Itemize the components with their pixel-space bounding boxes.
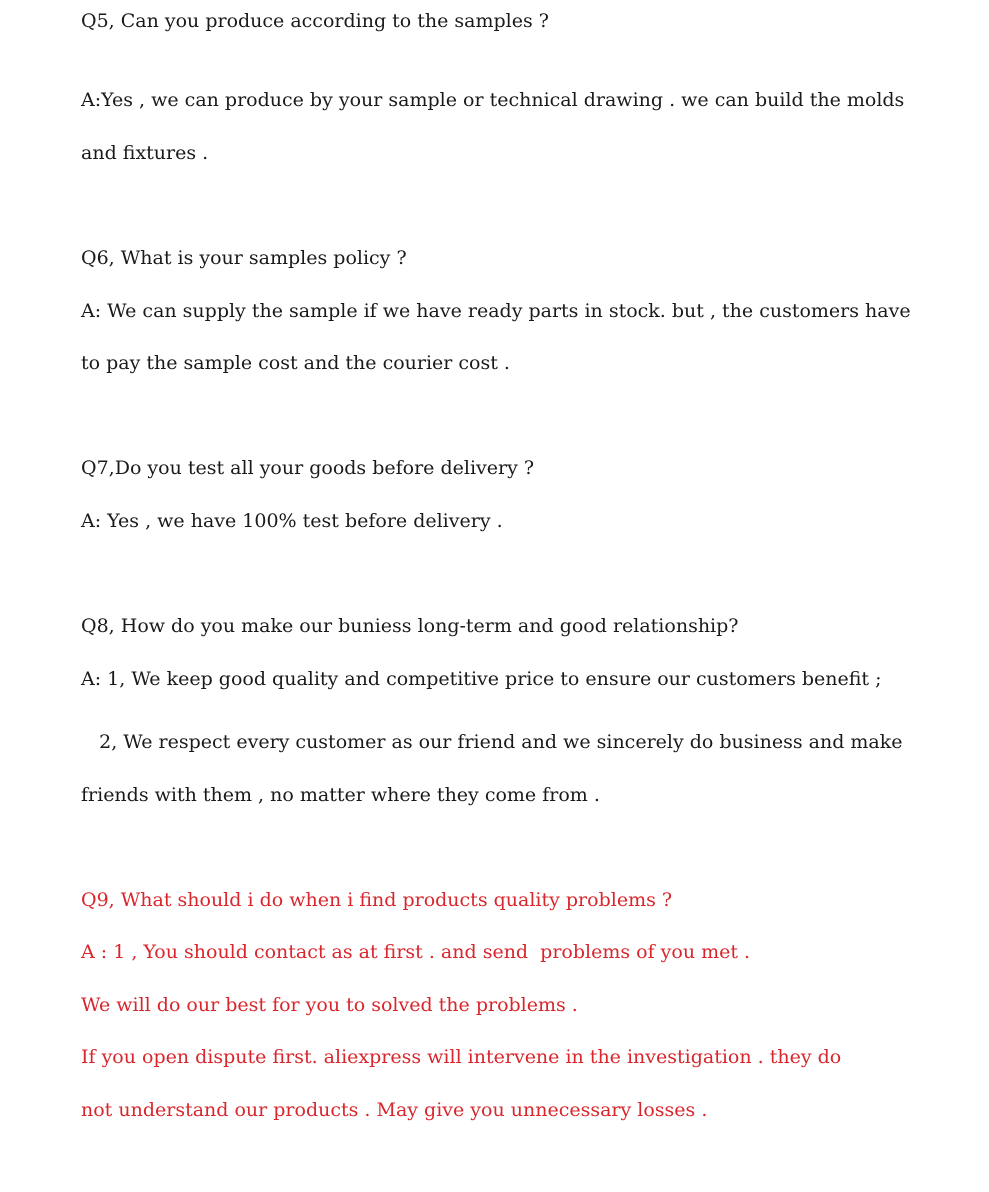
q9-question: Q9, What should i do when i find products quality problems ? [81,889,673,911]
q9-answer-line-2: We will do our best for you to solved the problems . [81,994,578,1016]
q5-question: Q5, Can you produce according to the samples ? [81,10,549,32]
q6-answer-line-2: to pay the sample cost and the courier cost . [81,352,510,374]
q6-question: Q6, What is your samples policy ? [81,247,407,269]
q8-answer-line-3: friends with them , no matter where they come from . [81,784,600,806]
q5-answer-line-1: A:Yes , we can produce by your sample or technical drawing . we can build the molds [81,89,905,111]
q8-answer-line-1: A: 1, We keep good quality and competitive price to ensure our customers benefit ; [81,668,882,690]
q9-answer-line-4: not understand our products . May give you unnecessary losses . [81,1099,708,1121]
q7-question: Q7,Do you test all your goods before delivery ? [81,457,535,479]
q5-answer-line-2: and fixtures . [81,142,209,164]
q9-answer-line-1: A : 1 , You should contact as at first . and send problems of you met . [81,941,751,963]
q7-answer-line-1: A: Yes , we have 100% test before delivery . [81,510,503,532]
q6-answer-line-1: A: We can supply the sample if we have ready parts in stock. but , the customers have [81,300,911,322]
q8-answer-line-2: 2, We respect every customer as our friend and we sincerely do business and make [81,731,903,753]
q8-question: Q8, How do you make our buniess long-term and good relationship? [81,615,739,637]
q9-answer-line-3: If you open dispute first. aliexpress will intervene in the investigation . they do [81,1046,842,1068]
